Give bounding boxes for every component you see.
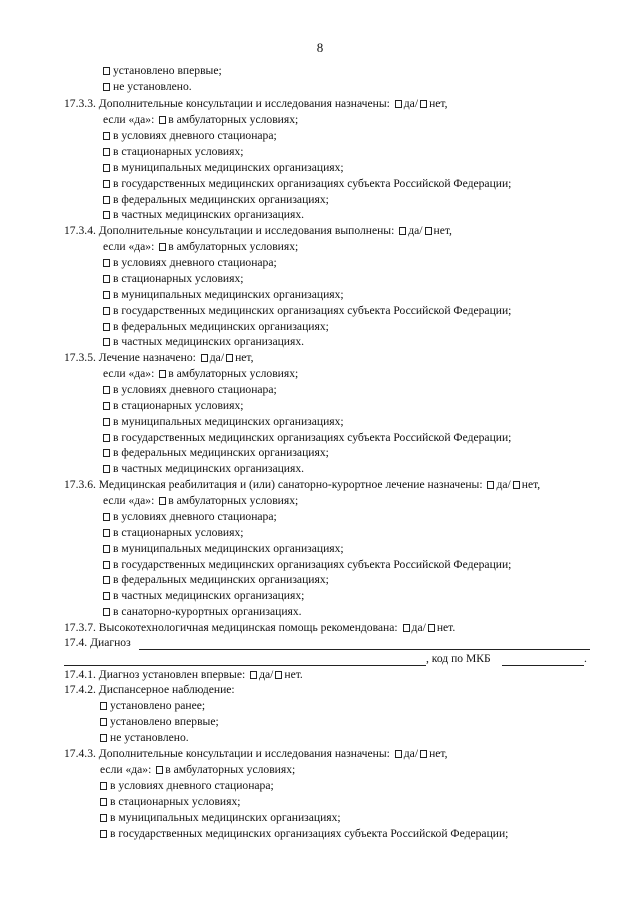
checkbox[interactable]: [159, 243, 166, 251]
checkbox[interactable]: [100, 830, 107, 838]
checkbox[interactable]: [103, 148, 110, 156]
checkbox[interactable]: [159, 497, 166, 505]
checkbox-line: в федеральных медицинских организациях;: [103, 193, 329, 207]
checkbox-yes[interactable]: [201, 354, 208, 362]
checkbox[interactable]: [103, 465, 110, 473]
section-heading-17-4-2: 17.4.2. Диспансерное наблюдение:: [64, 683, 235, 696]
checkbox-line: в муниципальных медицинских организациях;: [103, 415, 344, 429]
checkbox-line: в санаторно-курортных организациях.: [103, 605, 302, 619]
if-yes-line: если «да»: в амбулаторных условиях;: [103, 367, 299, 380]
checkbox-line: в условиях дневного стационара;: [103, 510, 277, 524]
checkbox[interactable]: [103, 449, 110, 457]
checkbox-no[interactable]: [420, 750, 427, 758]
checkbox[interactable]: [103, 418, 110, 426]
checkbox-line: в муниципальных медицинских организациях;: [103, 542, 344, 556]
section-heading-17-3-3: 17.3.3. Дополнительные консультации и исследования назначены: да/ нет,: [64, 97, 448, 110]
if-yes-line: если «да»: в амбулаторных условиях;: [103, 494, 299, 507]
mkb-code-field[interactable]: [502, 665, 584, 666]
checkbox-no[interactable]: [420, 100, 427, 108]
checkbox[interactable]: [103, 545, 110, 553]
checkbox-yes[interactable]: [487, 481, 494, 489]
checkbox[interactable]: [103, 561, 110, 569]
checkbox-line: в государственных медицинских организациях субъекта Российской Федерации;: [103, 177, 511, 191]
checkbox[interactable]: [103, 323, 110, 331]
checkbox[interactable]: [103, 211, 110, 219]
checkbox-line: в государственных медицинских организациях субъекта Российской Федерации;: [103, 431, 511, 445]
checkbox-line: не установлено.: [100, 731, 189, 745]
checkbox-no[interactable]: [226, 354, 233, 362]
checkbox-no[interactable]: [513, 481, 520, 489]
checkbox-line: в федеральных медицинских организациях;: [103, 446, 329, 460]
if-yes-line: если «да»: в амбулаторных условиях;: [103, 240, 299, 253]
section-heading-17-4-3: 17.4.3. Дополнительные консультации и исследования назначены: да/ нет,: [64, 747, 448, 760]
checkbox-line: в государственных медицинских организациях субъекта Российской Федерации;: [100, 827, 508, 841]
checkbox[interactable]: [103, 338, 110, 346]
checkbox-line: в стационарных условиях;: [100, 795, 240, 809]
checkbox-line: в стационарных условиях;: [103, 399, 243, 413]
checkbox-no[interactable]: [275, 671, 282, 679]
checkbox[interactable]: [156, 766, 163, 774]
checkbox[interactable]: [103, 529, 110, 537]
checkbox[interactable]: [100, 814, 107, 822]
mkb-label: , код по МКБ: [426, 652, 491, 665]
section-heading-17-3-7: 17.3.7. Высокотехнологичная медицинская помощь рекомендована: да/ нет.: [64, 621, 456, 634]
checkbox-line: в государственных медицинских организациях субъекта Российской Федерации;: [103, 558, 511, 572]
checkbox-line: в условиях дневного стационара;: [103, 383, 277, 397]
checkbox-yes[interactable]: [395, 100, 402, 108]
checkbox[interactable]: [103, 592, 110, 600]
checkbox-line: в частных медицинских организациях.: [103, 208, 304, 222]
if-yes-line: если «да»: в амбулаторных условиях;: [103, 113, 299, 126]
checkbox-line: в стационарных условиях;: [103, 145, 243, 159]
checkbox-line: в федеральных медицинских организациях;: [103, 320, 329, 334]
checkbox[interactable]: [103, 275, 110, 283]
checkbox-yes[interactable]: [250, 671, 257, 679]
mkb-end: .: [584, 652, 587, 665]
checkbox[interactable]: [103, 307, 110, 315]
checkbox-yes[interactable]: [395, 750, 402, 758]
checkbox[interactable]: [100, 718, 107, 726]
checkbox-line: в муниципальных медицинских организациях;: [100, 811, 341, 825]
section-heading-17-3-6: 17.3.6. Медицинская реабилитация и (или) санаторно-курортное лечение назначены: да/ нет,: [64, 478, 541, 491]
checkbox[interactable]: [103, 513, 110, 521]
checkbox[interactable]: [100, 798, 107, 806]
checkbox[interactable]: [103, 386, 110, 394]
checkbox[interactable]: [103, 196, 110, 204]
checkbox[interactable]: [103, 434, 110, 442]
diagnosis-field-cont[interactable]: [64, 665, 426, 666]
checkbox[interactable]: [103, 608, 110, 616]
checkbox[interactable]: [159, 370, 166, 378]
checkbox-line: в частных медицинских организациях.: [103, 462, 304, 476]
section-heading-17-3-4: 17.3.4. Дополнительные консультации и исследования выполнены: да/ нет,: [64, 224, 452, 237]
checkbox-line: в условиях дневного стационара;: [103, 129, 277, 143]
checkbox[interactable]: [103, 67, 110, 75]
checkbox-no[interactable]: [425, 227, 432, 235]
checkbox[interactable]: [103, 83, 110, 91]
checkbox-yes[interactable]: [403, 624, 410, 632]
checkbox-line: установлено впервые;: [100, 715, 219, 729]
checkbox-line: в федеральных медицинских организациях;: [103, 573, 329, 587]
checkbox[interactable]: [103, 259, 110, 267]
checkbox-line: в муниципальных медицинских организациях;: [103, 288, 344, 302]
checkbox-line: в условиях дневного стационара;: [103, 256, 277, 270]
if-yes-line: если «да»: в амбулаторных условиях;: [100, 763, 296, 776]
checkbox-line: в государственных медицинских организациях субъекта Российской Федерации;: [103, 304, 511, 318]
checkbox[interactable]: [103, 180, 110, 188]
checkbox-line: установлено ранее;: [100, 699, 205, 713]
checkbox-yes[interactable]: [399, 227, 406, 235]
checkbox-line: в муниципальных медицинских организациях;: [103, 161, 344, 175]
checkbox-line: в стационарных условиях;: [103, 272, 243, 286]
checkbox[interactable]: [159, 116, 166, 124]
section-heading-17-4: 17.4. Диагноз: [64, 636, 131, 649]
checkbox-line: в стационарных условиях;: [103, 526, 243, 540]
section-heading-17-4-1: 17.4.1. Диагноз установлен впервые: да/ нет.: [64, 668, 303, 681]
checkbox[interactable]: [103, 164, 110, 172]
checkbox[interactable]: [100, 702, 107, 710]
checkbox-line: не установлено.: [103, 80, 192, 94]
checkbox-line: в частных медицинских организациях.: [103, 335, 304, 349]
page-number: 8: [316, 40, 324, 55]
checkbox[interactable]: [103, 402, 110, 410]
checkbox[interactable]: [100, 782, 107, 790]
checkbox-line: в частных медицинских организациях;: [103, 589, 304, 603]
checkbox[interactable]: [103, 291, 110, 299]
checkbox[interactable]: [100, 734, 107, 742]
checkbox[interactable]: [103, 576, 110, 584]
section-heading-17-3-5: 17.3.5. Лечение назначено: да/ нет,: [64, 351, 254, 364]
checkbox-line: в условиях дневного стационара;: [100, 779, 274, 793]
checkbox[interactable]: [103, 132, 110, 140]
checkbox-line: установлено впервые;: [103, 64, 222, 78]
diagnosis-field[interactable]: [139, 649, 590, 650]
checkbox-no[interactable]: [428, 624, 435, 632]
